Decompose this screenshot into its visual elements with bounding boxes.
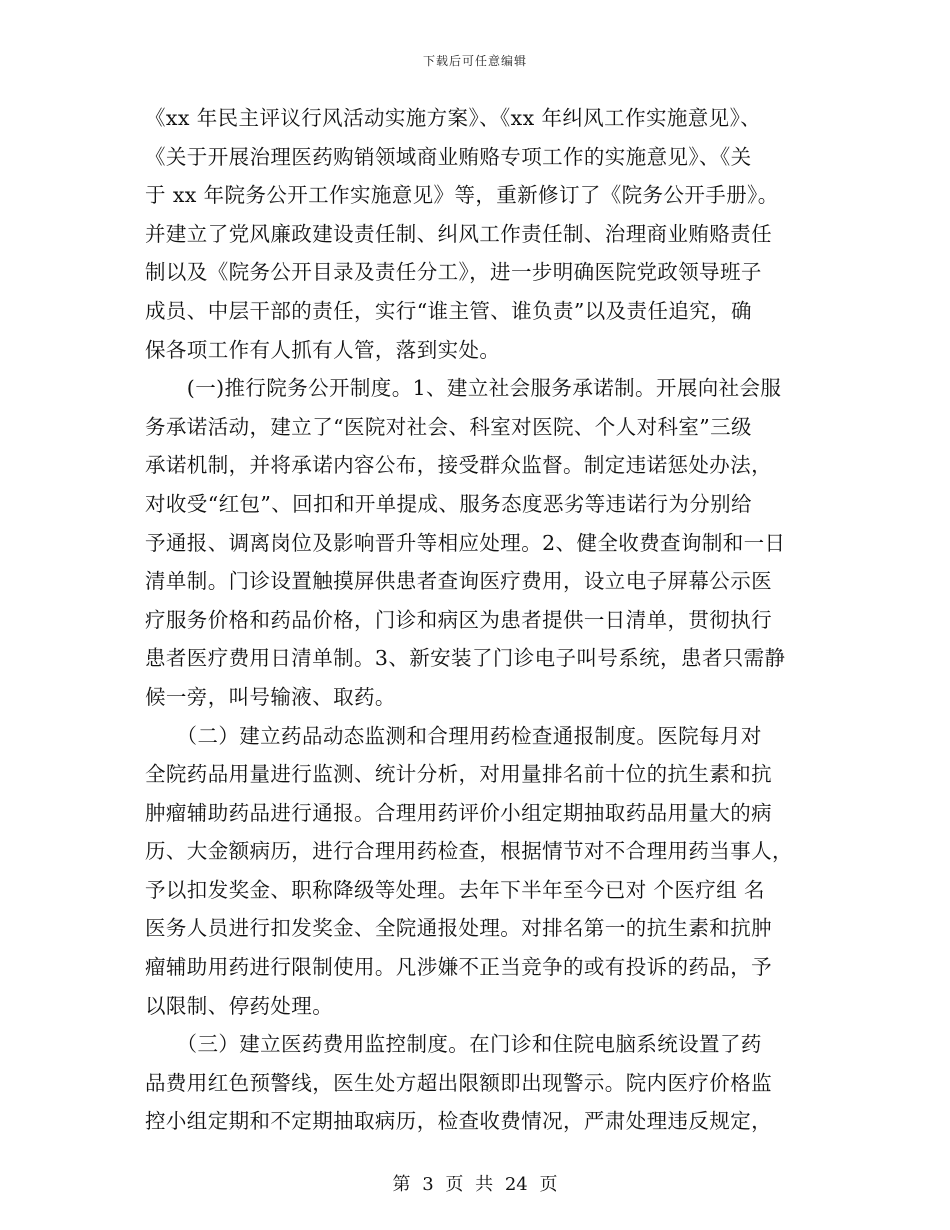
text-line: 予以扣发奖金、职称降级等处理。去年下半年至今已对 个医疗组 名	[145, 877, 765, 902]
text-line: (一)推行院务公开制度。1、建立社会服务承诺制。开展向社会服	[145, 376, 782, 401]
document-body	[145, 99, 817, 1141]
text-line: 并建立了党风廉政建设责任制、纠风工作责任制、治理商业贿赂责任	[145, 221, 772, 246]
page-number-footer: 第 3 页 共 24 页	[392, 1174, 558, 1195]
text-line: 控小组定期和不定期抽取病历，检查收费情况，严肃处理违反规定，	[145, 1109, 772, 1134]
text-line: 务承诺活动，建立了“医院对社会、科室对医院、个人对科室”三级	[145, 414, 752, 439]
text-line: 候一旁，叫号输液、取药。	[145, 684, 396, 709]
text-line: 肿瘤辅助药品进行通报。合理用药评价小组定期抽取药品用量大的病	[145, 800, 772, 825]
text-line: 清单制。门诊设置触摸屏供患者查询医疗费用，设立电子屏幕公示医	[145, 569, 772, 594]
text-line: 《关于开展治理医药购销领域商业贿赂专项工作的实施意见》、《关	[145, 144, 752, 169]
text-line: 制以及《院务公开目录及责任分工》，进一步明确医院党政领导班子	[145, 260, 762, 285]
text-line: （三）建立医药费用监控制度。在门诊和住院电脑系统设置了药	[145, 1032, 762, 1057]
text-line: 品费用红色预警线，医生处方超出限额即出现警示。院内医疗价格监	[145, 1070, 772, 1095]
text-line: 以限制、停药处理。	[145, 993, 334, 1018]
text-line: 成员、中层干部的责任，实行“谁主管、谁负责”以及责任追究，确	[145, 298, 752, 323]
page-header: 下载后可任意编辑	[422, 54, 527, 68]
text-line: （二）建立药品动态监测和合理用药检查通报制度。医院每月对	[145, 723, 762, 748]
text-line: 承诺机制，并将承诺内容公布，接受群众监督。制定违诺惩处办法，	[145, 453, 772, 478]
text-line: 予通报、调离岗位及影响晋升等相应处理。2、健全收费查询制和一日	[145, 530, 786, 555]
text-line: 对收受“红包”、回扣和开单提成、服务态度恶劣等违诺行为分别给	[145, 491, 752, 516]
text-line: 瘤辅助用药进行限制使用。凡涉嫌不正当竞争的或有投诉的药品，予	[145, 955, 772, 980]
text-line: 《xx 年民主评议行风活动实施方案》、《xx 年纠风工作实施意见》、	[145, 106, 762, 130]
text-line: 疗服务价格和药品价格，门诊和病区为患者提供一日清单，贯彻执行	[145, 607, 772, 632]
text-line: 保各项工作有人抓有人管，落到实处。	[145, 337, 501, 362]
text-line: 全院药品用量进行监测、统计分析，对用量排名前十位的抗生素和抗	[145, 762, 772, 787]
text-line: 患者医疗费用日清单制。3、新安装了门诊电子叫号系统，患者只需静	[145, 646, 786, 671]
text-line: 于 xx 年院务公开工作实施意见》等，重新修订了《院务公开手册》。	[145, 183, 779, 208]
text-line: 历、大金额病历，进行合理用药检查，根据情节对不合理用药当事人，	[145, 839, 793, 864]
text-line: 医务人员进行扣发奖金、全院通报处理。对排名第一的抗生素和抗肿	[145, 916, 772, 941]
